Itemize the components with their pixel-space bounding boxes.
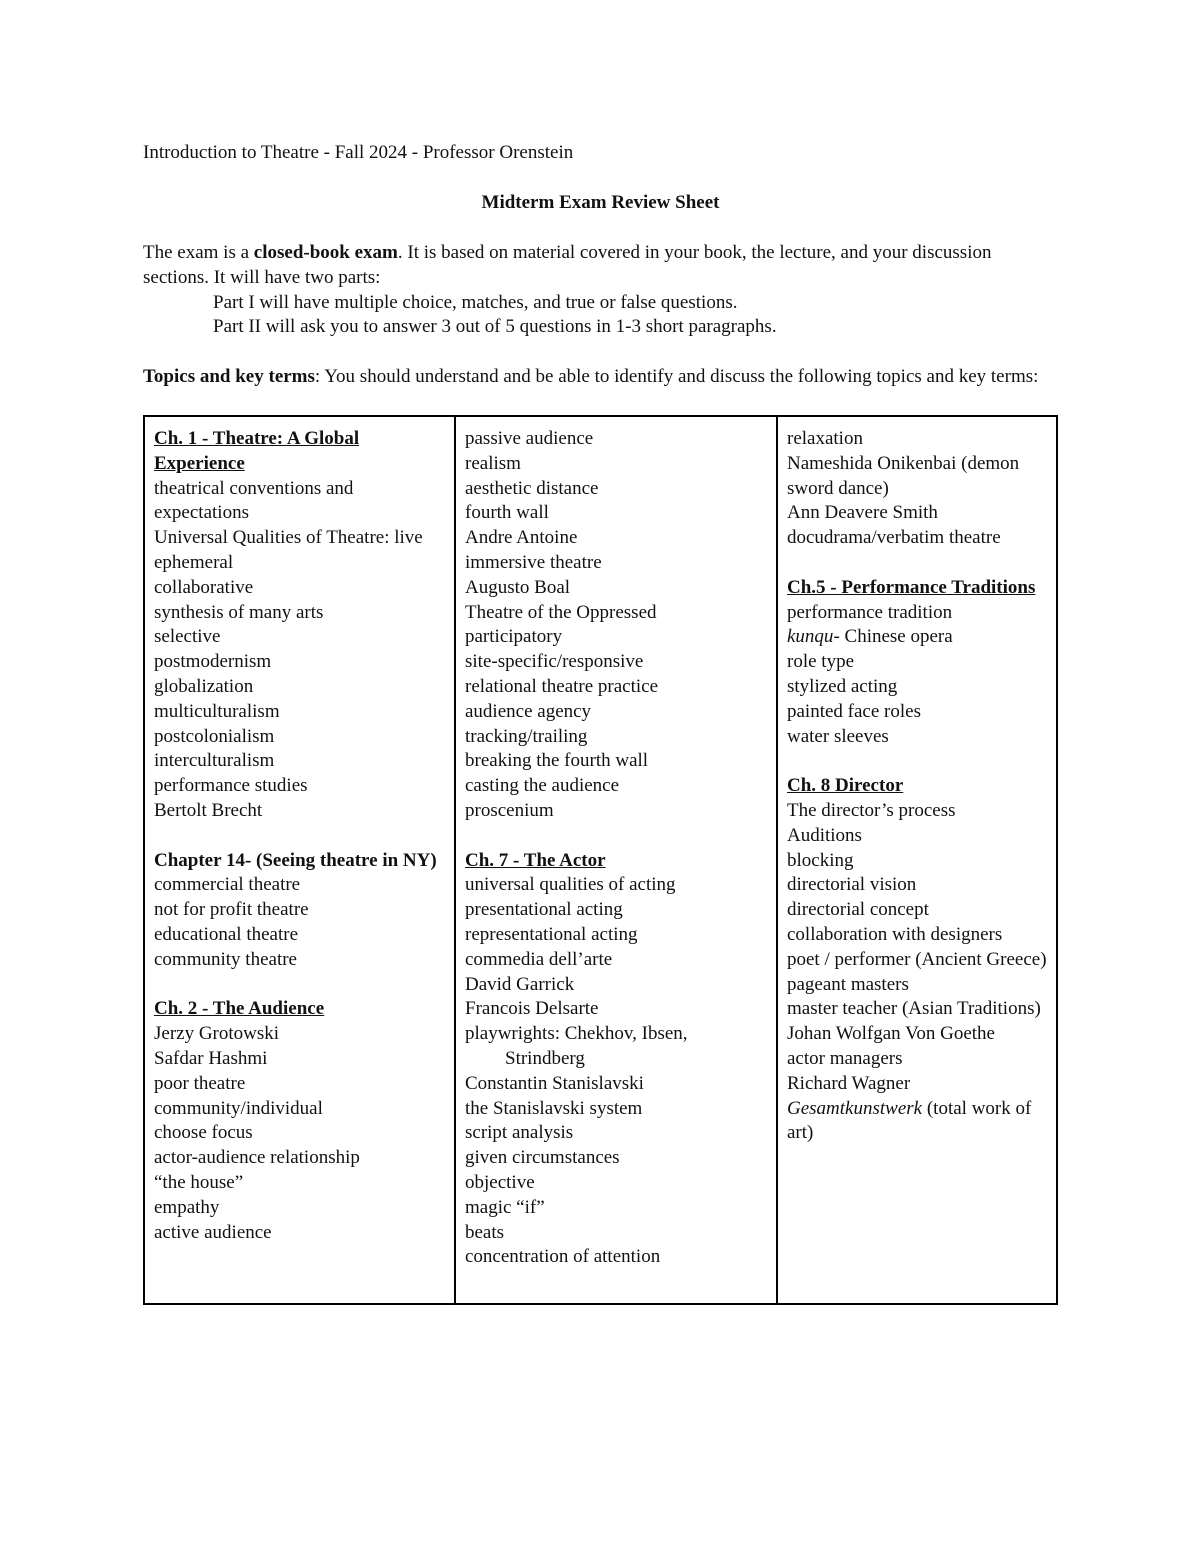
list-item: community theatre xyxy=(154,948,297,970)
list-item: actor-audience relationship xyxy=(154,1147,360,1169)
table-column-2 xyxy=(456,417,778,1303)
gesamtkunstwerk-term: Gesamtkunstwerk xyxy=(787,1097,923,1119)
term-list-ch7 xyxy=(465,873,768,1047)
list-item: Strindberg xyxy=(505,1047,585,1069)
list-item: Nameshida Onikenbai (demon sword dance) xyxy=(787,452,1020,499)
list-item: passive audience xyxy=(465,428,594,449)
gesamtkunstwerk-desc: (total work of art) xyxy=(787,1097,1032,1144)
list-item: site-specific/responsive xyxy=(465,651,644,673)
section-ch2 xyxy=(154,997,446,1245)
list-item: poor theatre xyxy=(154,1072,246,1094)
list-item: universal qualities of acting xyxy=(465,874,676,896)
list-item: Constantin Stanislavski xyxy=(465,1072,644,1094)
list-item: script analysis xyxy=(465,1122,574,1144)
section-heading-ch7: Ch. 7 - The Actor xyxy=(465,849,606,871)
term-list-ch2 xyxy=(154,1022,446,1245)
list-item: synthesis of many arts xyxy=(154,601,324,623)
kunqu-term: kunqu xyxy=(787,626,834,648)
list-item: collaborative xyxy=(154,576,254,598)
list-item: water sleeves xyxy=(787,725,889,747)
list-item: postcolonialism xyxy=(154,725,275,747)
list-item: selective xyxy=(154,626,221,648)
section-ch7-continued xyxy=(787,427,1048,551)
list-item: Bertolt Brecht xyxy=(154,799,263,821)
page-title: Midterm Exam Review Sheet xyxy=(481,192,720,213)
term-list-ch14 xyxy=(154,873,446,972)
list-item: Andre Antoine xyxy=(465,527,578,549)
list-item: relaxation xyxy=(787,428,863,449)
list-item: performance studies xyxy=(154,775,308,797)
list-item: actor managers xyxy=(787,1047,903,1069)
list-item: theatrical conventions and expectations xyxy=(154,477,354,524)
kunqu-desc: - Chinese opera xyxy=(833,626,953,648)
list-item: presentational acting xyxy=(465,899,623,921)
section-heading-ch5: Ch.5 - Performance Traditions xyxy=(787,576,1036,598)
list-item: aesthetic distance xyxy=(465,477,599,499)
list-item: David Garrick xyxy=(465,973,575,995)
list-item: globalization xyxy=(154,675,254,697)
topics-paragraph xyxy=(143,365,1058,390)
list-item: collaboration with designers xyxy=(787,923,1003,945)
list-item: postmodernism xyxy=(154,651,272,673)
document-page xyxy=(143,141,1058,1268)
list-item: breaking the fourth wall xyxy=(465,750,649,772)
part1-text: Part I will have multiple choice, matches, and true or false questions. xyxy=(213,291,738,313)
list-item: educational theatre xyxy=(154,923,299,945)
list-item: Jerzy Grotowski xyxy=(154,1023,280,1045)
intro-text-post: . It is based on material covered in your book, the lecture, and your discussion sections. It will have two parts: xyxy=(143,242,992,288)
list-item: directorial vision xyxy=(787,874,917,896)
part2-text: Part II will ask you to answer 3 out of 5 questions in 1-3 short paragraphs. xyxy=(213,316,777,338)
list-item: magic “if” xyxy=(465,1196,545,1218)
list-item: community/individual xyxy=(154,1097,323,1119)
intro-bold-term: closed-book exam xyxy=(253,242,398,263)
list-item: stylized acting xyxy=(787,675,898,697)
list-item: empathy xyxy=(154,1196,220,1218)
list-item: Safdar Hashmi xyxy=(154,1047,268,1069)
list-item: representational acting xyxy=(465,923,638,945)
list-item: multiculturalism xyxy=(154,700,280,722)
list-item: relational theatre practice xyxy=(465,675,659,697)
list-item: “the house” xyxy=(154,1171,244,1193)
list-item: immersive theatre xyxy=(465,551,602,573)
list-item: blocking xyxy=(787,849,854,871)
list-item: participatory xyxy=(465,626,563,648)
list-item: the Stanislavski system xyxy=(465,1097,643,1119)
term-list-ch5 xyxy=(787,650,1048,749)
list-item: tracking/trailing xyxy=(465,725,588,747)
term-list-ch1 xyxy=(154,477,446,824)
term-list-ch7-after xyxy=(465,1072,768,1270)
section-heading-ch2: Ch. 2 - The Audience xyxy=(154,998,325,1020)
table-column-1 xyxy=(145,417,456,1303)
table-column-3 xyxy=(778,417,1056,1303)
list-item: Universal Qualities of Theatre: live xyxy=(154,527,423,549)
list-item: beats xyxy=(465,1221,505,1243)
section-ch2-continued xyxy=(465,427,768,824)
list-item: playwrights: Chekhov, Ibsen, xyxy=(465,1023,688,1045)
section-ch14 xyxy=(154,849,446,973)
key-terms-table xyxy=(143,415,1058,1305)
intro-text-pre: The exam is a xyxy=(143,242,254,263)
list-item: given circumstances xyxy=(465,1147,620,1169)
list-item: master teacher (Asian Traditions) xyxy=(787,998,1041,1020)
list-item: commedia dell’arte xyxy=(465,948,613,970)
list-item: ephemeral xyxy=(154,551,234,573)
list-item: fourth wall xyxy=(465,502,549,524)
section-heading-ch8: Ch. 8 Director xyxy=(787,775,904,797)
section-heading-ch14: Chapter 14- (Seeing theatre in NY) xyxy=(154,849,437,871)
list-item: casting the audience xyxy=(465,775,620,797)
topics-label: Topics and key terms xyxy=(143,366,315,388)
list-item: Francois Delsarte xyxy=(465,998,599,1020)
list-item: audience agency xyxy=(465,700,592,722)
list-item: not for profit theatre xyxy=(154,899,309,921)
section-ch1 xyxy=(154,427,446,824)
list-item: interculturalism xyxy=(154,750,275,772)
topics-text: : You should understand and be able to identify and discuss the following topics and key terms: xyxy=(314,366,1039,388)
list-item: Theatre of the Oppressed xyxy=(465,601,657,623)
list-item: role type xyxy=(787,651,855,673)
term-list-ch5-pre xyxy=(787,601,1048,626)
list-item: poet / performer (Ancient Greece) xyxy=(787,948,1047,970)
list-item: realism xyxy=(465,452,521,474)
section-heading-ch1: Ch. 1 - Theatre: A Global Experience xyxy=(154,428,360,474)
list-item: docudrama/verbatim theatre xyxy=(787,527,1001,549)
list-item: Augusto Boal xyxy=(465,576,571,598)
section-ch8 xyxy=(787,774,1048,1146)
list-item: concentration of attention xyxy=(465,1246,661,1268)
term-list-ch7-continued xyxy=(787,427,1048,551)
list-item-gesamtkunstwerk xyxy=(787,1097,1048,1147)
section-ch7 xyxy=(465,849,768,1271)
list-item: choose focus xyxy=(154,1122,253,1144)
list-item: Ann Deavere Smith xyxy=(787,502,938,524)
course-header: Introduction to Theatre - Fall 2024 - Professor Orenstein xyxy=(143,142,574,163)
list-item: proscenium xyxy=(465,799,554,821)
list-item: objective xyxy=(465,1171,535,1193)
term-list-ch2-continued xyxy=(465,427,768,824)
section-ch5 xyxy=(787,576,1048,750)
intro-paragraph xyxy=(143,241,1058,291)
list-item: Richard Wagner xyxy=(787,1072,911,1094)
list-item: active audience xyxy=(154,1221,272,1243)
list-item: commercial theatre xyxy=(154,874,301,896)
list-item-kunqu xyxy=(787,625,1048,650)
list-item: The director’s process xyxy=(787,799,956,821)
intro-block xyxy=(143,241,1058,340)
list-item: directorial concept xyxy=(787,899,929,921)
list-item: performance tradition xyxy=(787,601,953,623)
list-item: painted face roles xyxy=(787,700,921,722)
topics-block xyxy=(143,365,1058,390)
list-item: Auditions xyxy=(787,824,862,846)
term-list-ch8 xyxy=(787,799,1048,1097)
list-item: Johan Wolfgan Von Goethe xyxy=(787,1023,995,1045)
list-item: pageant masters xyxy=(787,973,909,995)
